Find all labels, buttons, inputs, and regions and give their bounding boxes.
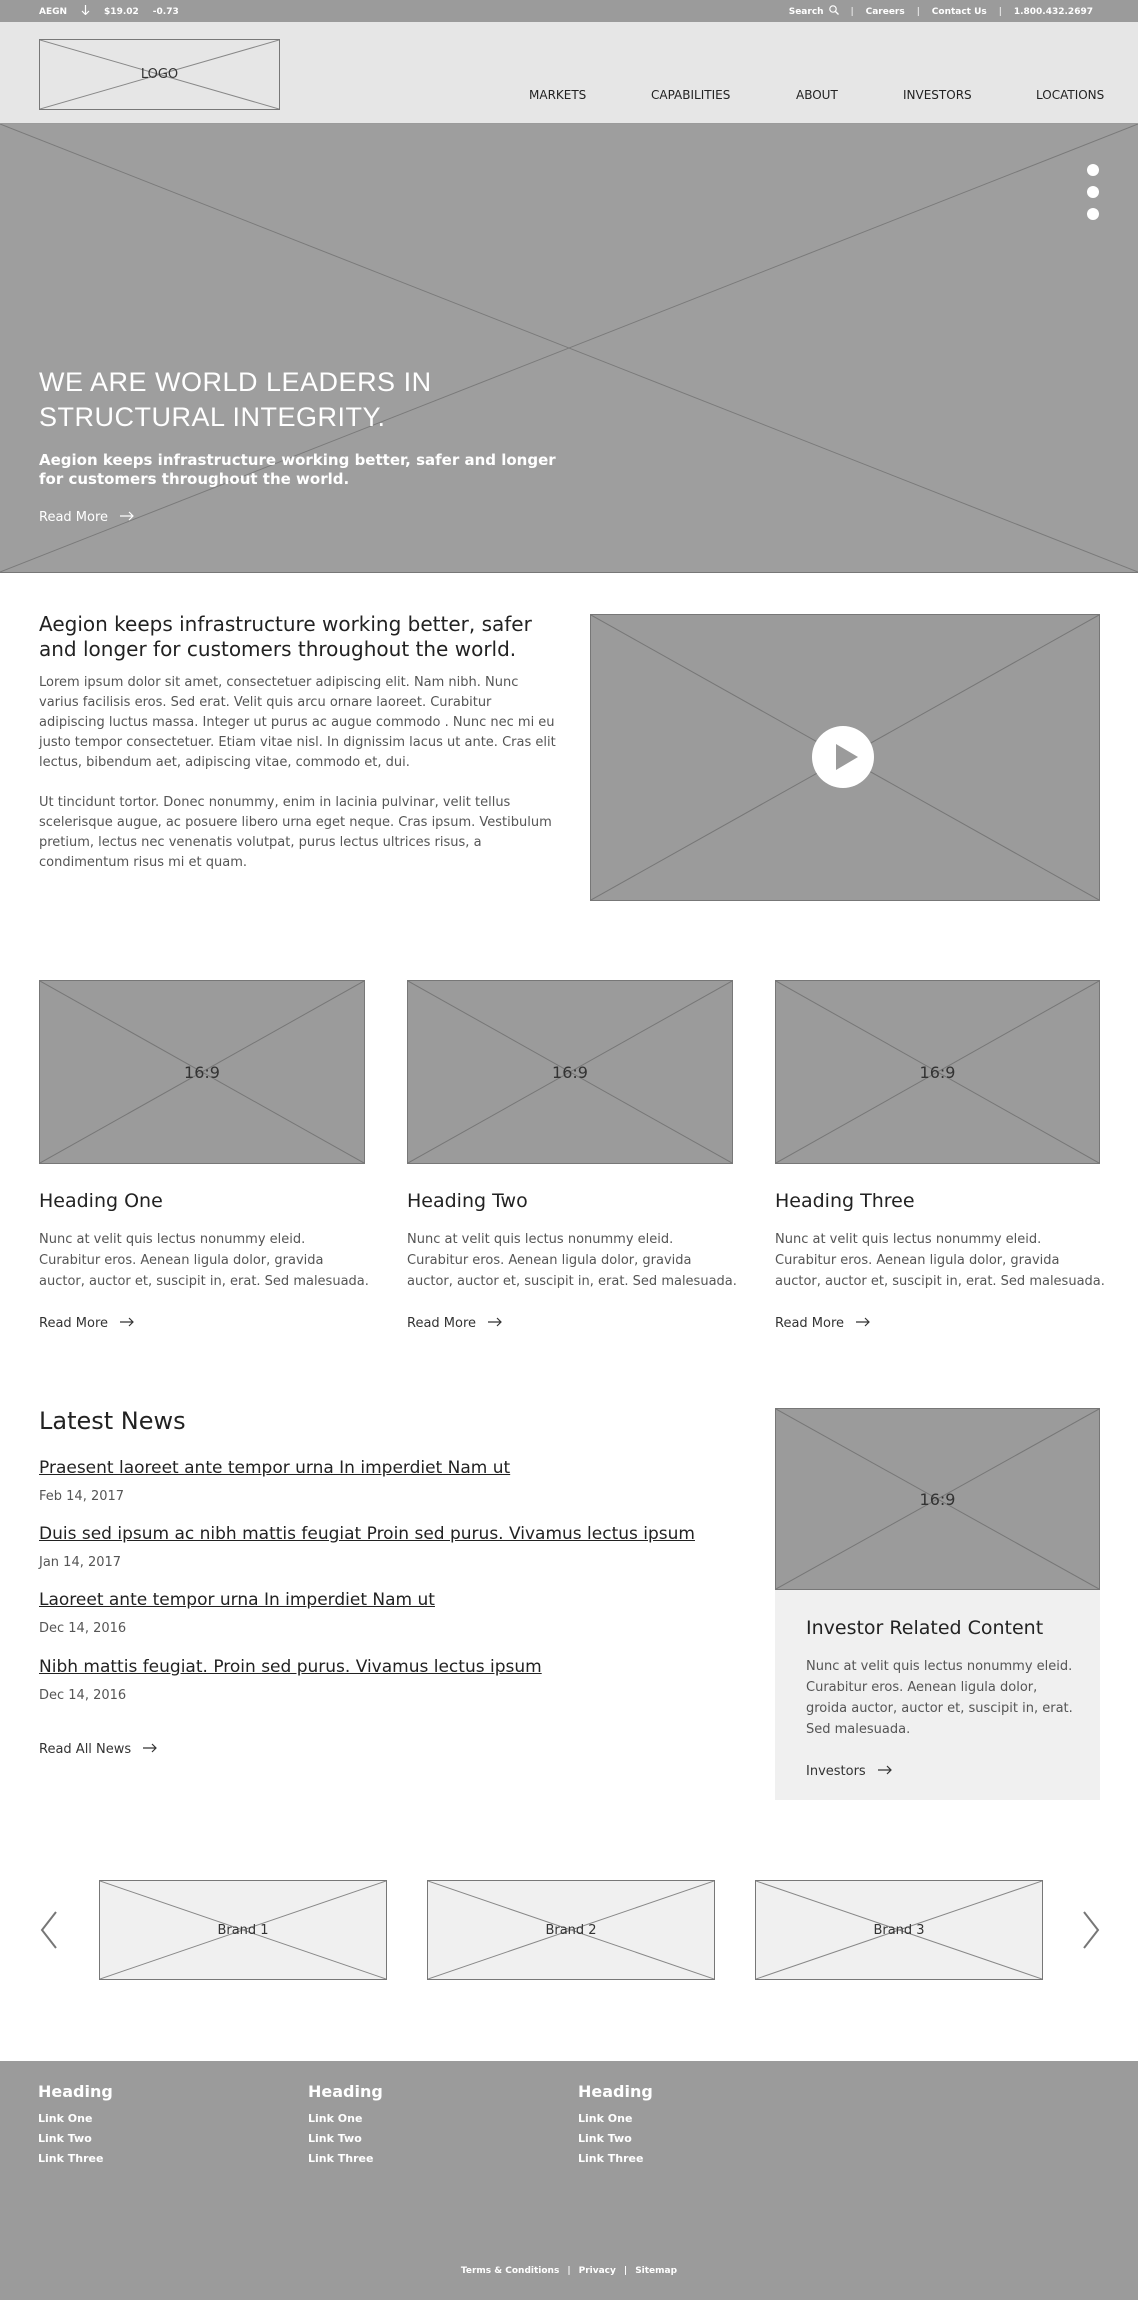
column-3-image (775, 980, 1100, 1164)
nav-locations[interactable]: LOCATIONS (1036, 88, 1105, 102)
column-2-text: Nunc at velit quis lectus nonummy eleid. Curabitur eros. Aenean ligula dolor, gravida auctor, auctor et, suscipit in, erat. Sed malesuada. (407, 1232, 737, 1289)
divider: | (916, 6, 920, 17)
nav-about[interactable]: ABOUT (796, 88, 838, 102)
intro-paragraph-2: Ut tincidunt tortor. Donec nonummy, enim in lacinia pulvinar, velit tellus scelerisque augue, ac posuere libero urna eget neque. Cras ipsum. Vestibulum pretium, lectus nec venenatis volutpat, purus lectus ultrices risus, a condimentum risus mi et quam. (39, 795, 552, 870)
divider: | (623, 2266, 628, 2276)
read-more-label: Read More (775, 1316, 845, 1331)
footer-column-1 (38, 2082, 113, 2169)
nav-markets[interactable]: MARKETS (529, 88, 587, 102)
hero-banner (0, 124, 1138, 573)
slide-dot-1[interactable] (1087, 164, 1099, 176)
careers-link[interactable]: Careers (865, 6, 905, 17)
column-3-read-more[interactable] (775, 1316, 870, 1331)
stock-change: -0.73 (152, 6, 179, 17)
read-more-label: Read More (39, 1316, 109, 1331)
news-item-date: Dec 14, 2016 (39, 1688, 127, 1703)
read-all-news-label: Read All News (39, 1742, 132, 1757)
arrow-down-icon (81, 5, 90, 18)
search-label: Search (788, 6, 824, 17)
utility-bar (0, 0, 1138, 22)
column-1-heading: Heading One (39, 1190, 163, 1212)
footer-link[interactable]: Link One (308, 2112, 363, 2125)
column-3-text: Nunc at velit quis lectus nonummy eleid. Curabitur eros. Aenean ligula dolor, gravida auctor, auctor et, suscipit in, erat. Sed malesuada. (775, 1232, 1105, 1289)
stock-price: $19.02 (104, 6, 139, 17)
footer-link[interactable]: Link Two (38, 2132, 92, 2145)
news-item-title[interactable]: Nibh mattis feugiat. Proin sed purus. Vivamus lectus ipsum (39, 1657, 542, 1677)
logo[interactable] (39, 39, 280, 110)
carousel-prev-chevron-icon[interactable] (38, 1910, 62, 1950)
hero-title: WE ARE WORLD LEADERS IN STRUCTURAL INTEGRITY. (39, 367, 432, 432)
brand-label: Brand 2 (545, 1922, 597, 1938)
search-link[interactable] (789, 5, 839, 18)
column-2-read-more[interactable] (407, 1316, 502, 1331)
nav-capabilities[interactable]: CAPABILITIES (651, 88, 731, 102)
ticker-symbol: AEGN (39, 6, 68, 17)
legal-links (0, 2266, 1138, 2276)
news-item-date: Jan 14, 2017 (39, 1555, 122, 1570)
footer-heading: Heading (38, 2082, 113, 2101)
hero-image-placeholder (0, 124, 1138, 572)
investor-image (775, 1408, 1100, 1590)
footer-link[interactable]: Link Three (308, 2152, 374, 2165)
logo-label: LOGO (140, 67, 179, 82)
investors-link[interactable] (806, 1764, 892, 1779)
footer-column-2 (308, 2082, 383, 2169)
intro-paragraph-1: Lorem ipsum dolor sit amet, consectetuer adipiscing elit. Nam nibh. Nunc varius facilisis eros. Sed erat. Velit quis arcu ornare laoreet. Curabitur adipiscing luctus massa. Integer ut purus ac augue commodo . Nunc nec mi eu justo tempor consectetuer. Etiam vitae nisl. In dignissim lacus ut ante. Cras elit lectus, bibendum aet, adipiscing vitae, commodo et, dui. (39, 675, 556, 770)
news-item-title[interactable]: Praesent laoreet ante tempor urna In imperdiet Nam ut (39, 1458, 511, 1478)
phone-link[interactable]: 1.800.432.2697 (1013, 6, 1093, 17)
arrow-right-icon (143, 1742, 157, 1757)
intro-heading: Aegion keeps infrastructure working better, safer and longer for customers throughout the world. (39, 612, 532, 661)
column-2-heading: Heading Two (407, 1190, 528, 1212)
hero-subtitle: Aegion keeps infrastructure working better, safer and longer for customers throughout the world. (39, 451, 556, 488)
footer-link[interactable]: Link Three (578, 2152, 644, 2165)
column-1-text: Nunc at velit quis lectus nonummy eleid. Curabitur eros. Aenean ligula dolor, gravida auctor, auctor et, suscipit in, erat. Sed malesuada. (39, 1232, 369, 1289)
arrow-right-icon (488, 1316, 502, 1331)
footer-heading: Heading (578, 2082, 653, 2101)
footer-heading: Heading (308, 2082, 383, 2101)
slide-dot-3[interactable] (1087, 208, 1099, 220)
stock-ticker (39, 5, 179, 18)
brand-label: Brand 3 (873, 1922, 925, 1938)
slide-dot-2[interactable] (1087, 186, 1099, 198)
footer-link[interactable]: Link One (38, 2112, 93, 2125)
news-item-date: Dec 14, 2016 (39, 1621, 127, 1636)
privacy-link[interactable]: Privacy (578, 2266, 616, 2276)
brand-logo-2[interactable] (427, 1880, 715, 1980)
investor-text: Nunc at velit quis lectus nonummy eleid. Curabitur eros. Aenean ligula dolor, groida auctor, auctor et, suscipit in, erat. Sed malesuada. (806, 1659, 1073, 1737)
brand-logo-3[interactable] (755, 1880, 1043, 1980)
contact-link[interactable]: Contact Us (931, 6, 987, 17)
site-header (0, 22, 1138, 124)
arrow-right-icon (878, 1764, 892, 1779)
news-item-date: Feb 14, 2017 (39, 1489, 125, 1504)
brand-label: Brand 1 (217, 1922, 269, 1938)
footer-link[interactable]: Link Two (578, 2132, 632, 2145)
hero-read-more[interactable] (39, 510, 134, 525)
arrow-right-icon (856, 1316, 870, 1331)
column-1-read-more[interactable] (39, 1316, 134, 1331)
divider: | (567, 2266, 571, 2276)
investor-heading: Investor Related Content (806, 1617, 1044, 1639)
nav-investors[interactable]: INVESTORS (903, 88, 972, 102)
investors-label: Investors (806, 1764, 866, 1779)
news-heading: Latest News (39, 1407, 186, 1435)
footer-link[interactable]: Link One (578, 2112, 633, 2125)
carousel-next-chevron-icon[interactable] (1078, 1910, 1102, 1950)
image-ratio-label: 16:9 (184, 1062, 220, 1082)
search-icon (829, 5, 839, 18)
column-2-image (407, 980, 733, 1164)
footer-link[interactable]: Link Three (38, 2152, 104, 2165)
site-footer (0, 2061, 1138, 2300)
divider: | (850, 6, 854, 17)
brand-logo-1[interactable] (99, 1880, 387, 1980)
image-ratio-label: 16:9 (552, 1062, 588, 1082)
divider: | (998, 6, 1002, 17)
news-item-title[interactable]: Laoreet ante tempor urna In imperdiet Nam ut (39, 1590, 435, 1610)
read-all-news-link[interactable] (39, 1742, 157, 1757)
video-player[interactable] (590, 614, 1100, 901)
arrow-right-icon (120, 1316, 134, 1331)
footer-column-3 (578, 2082, 653, 2169)
read-more-label: Read More (39, 510, 109, 525)
news-item-title[interactable]: Duis sed ipsum ac nibh mattis feugiat Proin sed purus. Vivamus lectus ipsum (39, 1524, 695, 1544)
column-1-image (39, 980, 365, 1164)
sitemap-link[interactable]: Sitemap (635, 2266, 678, 2276)
read-more-label: Read More (407, 1316, 477, 1331)
image-ratio-label: 16:9 (919, 1062, 956, 1082)
column-3-heading: Heading Three (775, 1190, 915, 1212)
terms-link[interactable]: Terms & Conditions (460, 2266, 560, 2276)
play-icon[interactable] (812, 726, 874, 788)
footer-link[interactable]: Link Two (308, 2132, 362, 2145)
image-ratio-label: 16:9 (919, 1489, 956, 1509)
arrow-right-icon (120, 510, 134, 525)
